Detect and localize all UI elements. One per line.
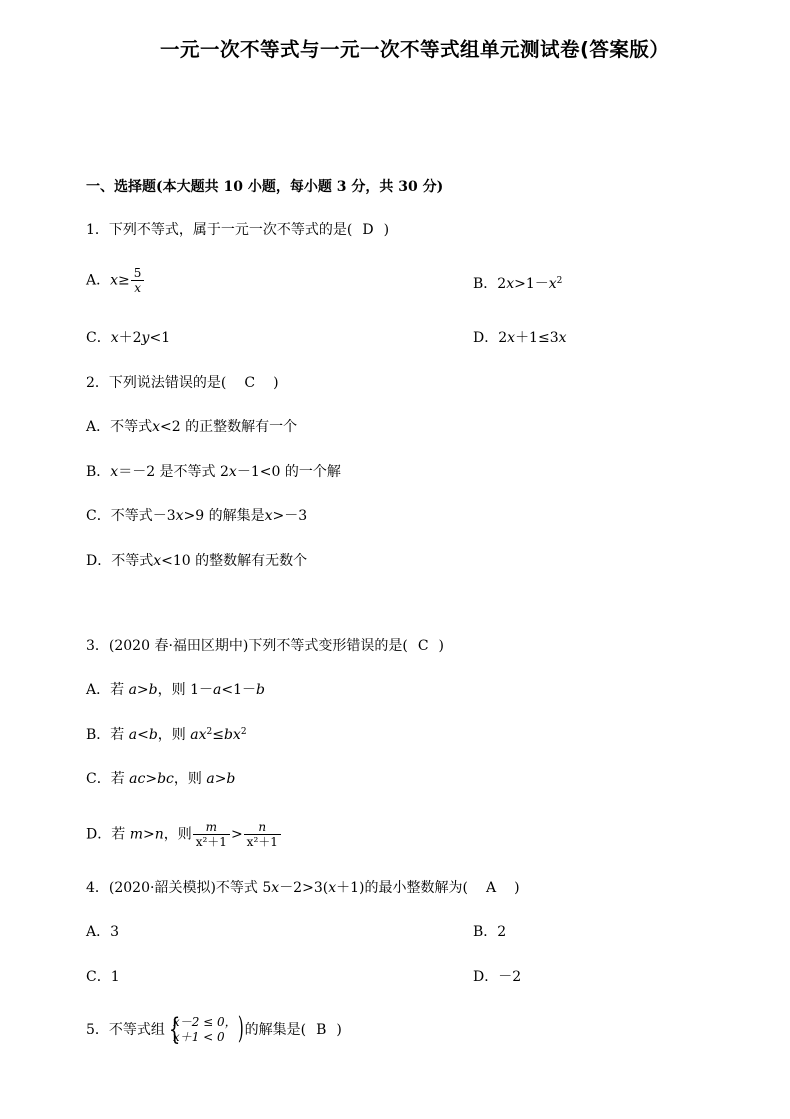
q3-option-a: A．若 a>b，则 1－a<1－b bbox=[86, 682, 265, 698]
q2-option-b: B．x＝－2 是不等式 2x－1<0 的一个解 bbox=[86, 464, 341, 480]
q4-option-b: B．2 bbox=[473, 924, 507, 940]
q4-option-a: A．3 bbox=[86, 924, 120, 940]
q1-option-b: B．$2x>1-x^2$ bbox=[473, 276, 563, 292]
fraction: $\frac{m}{\text{x²＋1}}$ bbox=[193, 820, 230, 849]
question-stem: 2．下列说法错误的是( bbox=[86, 375, 227, 391]
section-heading: 一、选择题(本大题共 10 小题，每小题 3 分，共 30 分) bbox=[86, 179, 444, 195]
fraction: $\frac{n}{\text{x²＋1}}$ bbox=[244, 820, 281, 849]
fraction: $\frac{5}{x}$ bbox=[131, 266, 145, 295]
question-stem: 1．下列不等式，属于一元一次不等式的是( bbox=[86, 222, 353, 238]
page-title: 一元一次不等式与一元一次不等式组单元测试卷(答案版） bbox=[160, 38, 670, 61]
answer: C bbox=[417, 638, 429, 654]
q1-option-c: C．x＋2y<1 bbox=[86, 330, 171, 346]
q2-option-d: D．不等式x<10 的整数解有无数个 bbox=[86, 553, 308, 569]
answer: C bbox=[244, 375, 256, 391]
q4-option-d: D．－2 bbox=[473, 969, 522, 985]
q2-option-c: C．不等式－3x>9 的解集是x>－3 bbox=[86, 508, 308, 524]
q3-option-d: D．若 m>n，则 $\frac{m}{\text{x²＋1}}$ > $\frac{n}{\text{x²＋1}}$ bbox=[86, 820, 282, 849]
q2-option-a: A．不等式x<2 的正整数解有一个 bbox=[86, 419, 298, 435]
answer: B bbox=[316, 1022, 327, 1038]
q3-option-c: C．若 ac>bc，则 a>b bbox=[86, 771, 236, 787]
q1-option-d: D．2x＋1≤3x bbox=[473, 330, 567, 346]
q3-option-b: B．若 a<b，则 $ax^2\le bx^2$ bbox=[86, 727, 247, 743]
question-2: 2．下列说法错误的是( C ) bbox=[86, 375, 279, 391]
question-5: 5．不等式组 { x－2 ≤ 0， x＋1 < 0 ) 的解集是( B ) bbox=[86, 1010, 342, 1050]
inequality-system: { x－2 ≤ 0， x＋1 < 0 ) bbox=[168, 1011, 244, 1047]
question-stem: 3．(2020 春·福田区期中)下列不等式变形错误的是( bbox=[86, 638, 408, 654]
question-3: 3．(2020 春·福田区期中)下列不等式变形错误的是( C ) bbox=[86, 638, 445, 654]
q1-option-a: A．x≥ $\frac{5}{x}$ bbox=[86, 266, 145, 295]
answer: A bbox=[485, 880, 497, 896]
question-4: 4．(2020·韶关模拟)不等式 5x－2>3(x＋1)的最小整数解为( A ) bbox=[86, 880, 520, 896]
question-1: 1．下列不等式，属于一元一次不等式的是( D ) bbox=[86, 222, 390, 238]
answer: D bbox=[362, 222, 374, 238]
q4-option-c: C．1 bbox=[86, 969, 120, 985]
